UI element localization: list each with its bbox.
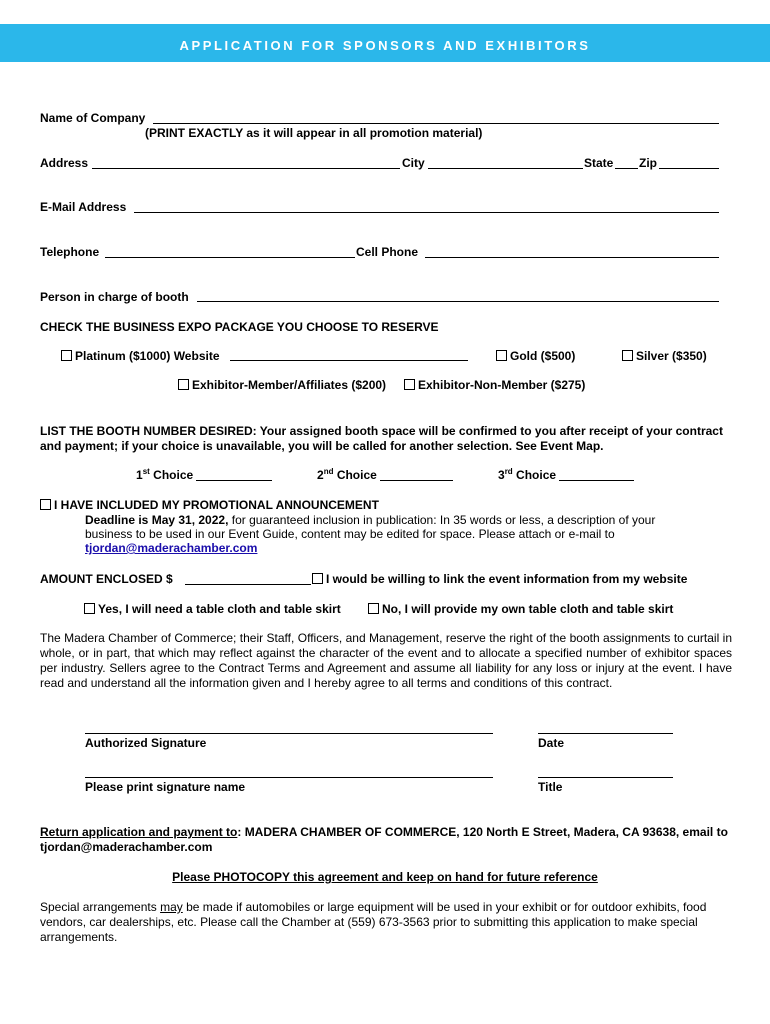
email-field[interactable]: [134, 212, 719, 213]
choice-1-suffix: st: [142, 467, 150, 476]
promo-option[interactable]: [40, 498, 379, 512]
choice-3-label: [498, 468, 556, 482]
zip-field[interactable]: [659, 168, 719, 169]
link-website-checkbox[interactable]: [312, 573, 323, 584]
choice-3-text: Choice: [516, 468, 557, 482]
choice-3-suffix: rd: [504, 467, 513, 476]
gold-option[interactable]: [496, 349, 575, 363]
special-post: be made if automobiles or large equipment will be used in your exhibit or for outdoor exhibits, food vendors, car dealerships, etc. Please call the Chamber at (559) 673-3563 prior to submitting this application to make special arrangements.: [40, 900, 707, 944]
authorized-signature-field[interactable]: [85, 733, 493, 734]
special-may: may: [160, 900, 183, 914]
tablecloth-no-checkbox[interactable]: [368, 603, 379, 614]
cell-phone-field[interactable]: [425, 257, 719, 258]
gold-checkbox[interactable]: [496, 350, 507, 361]
link-website-option[interactable]: [312, 572, 687, 586]
print-name-label: Please print signature name: [85, 780, 246, 794]
return-lead: Return application and payment to: [40, 825, 238, 839]
packages-heading: CHECK THE BUSINESS EXPO PACKAGE YOU CHOOSE TO RESERVE: [40, 320, 439, 334]
address-field[interactable]: [92, 168, 400, 169]
promo-description: for guaranteed inclusion in publication: In 35 words or less, a description of your business to be used in our Event Guide, content may be edited for space. Please attach or e-mail to: [85, 513, 656, 541]
choice-2-text: Choice: [336, 468, 377, 482]
page-title: APPLICATION FOR SPONSORS AND EXHIBITORS: [179, 38, 591, 53]
city-field[interactable]: [428, 168, 583, 169]
page-title-banner: [0, 24, 770, 62]
promo-deadline: Deadline is May 31, 2022,: [85, 513, 229, 527]
telephone-field[interactable]: [105, 257, 355, 258]
link-website-label: I would be willing to link the event information from my website: [326, 572, 688, 586]
address-label: Address: [40, 156, 89, 170]
choice-3-number: 3: [498, 468, 505, 482]
silver-checkbox[interactable]: [622, 350, 633, 361]
return-instructions: [40, 825, 730, 855]
silver-label: Silver ($350): [636, 349, 707, 363]
promo-details: [85, 513, 700, 555]
cell-phone-label: Cell Phone: [356, 245, 419, 259]
platinum-label: Platinum ($1000) Website: [75, 349, 220, 363]
tablecloth-yes-option[interactable]: [84, 602, 341, 616]
exhibitor-non-member-label: Exhibitor-Non-Member ($275): [418, 378, 586, 392]
choice-2-label: [317, 468, 377, 482]
company-field[interactable]: [153, 123, 719, 124]
exhibitor-member-label: Exhibitor-Member/Affiliates ($200): [192, 378, 387, 392]
exhibitor-member-option[interactable]: [178, 378, 386, 392]
choice-1-field[interactable]: [196, 480, 272, 481]
title-field[interactable]: [538, 777, 673, 778]
tablecloth-no-option[interactable]: [368, 602, 673, 616]
tablecloth-yes-label: Yes, I will need a table cloth and table skirt: [98, 602, 341, 616]
date-label: Date: [538, 736, 565, 750]
terms-paragraph: The Madera Chamber of Commerce; their Staff, Officers, and Management, reserve the right of the booth assignments to curtail in whole, or in part, that which may reflect against the character of the event and to allocate a specified number of exhibitor spaces per industry. Sellers agree to the Contract Terms and Agreement and assume all liability for any loss or injury at the event. I have read and understand all the information given and I hereby agree to all terms and conditions of this contract.: [40, 631, 732, 690]
choice-2-number: 2: [317, 468, 324, 482]
promo-checkbox[interactable]: [40, 499, 51, 510]
date-field[interactable]: [538, 733, 673, 734]
promo-email-link[interactable]: tjordan@maderachamber.com: [85, 541, 258, 555]
booth-person-field[interactable]: [197, 301, 719, 302]
title-label: Title: [538, 780, 563, 794]
photocopy-note: Please PHOTOCOPY this agreement and keep on hand for future reference: [172, 870, 598, 884]
authorized-signature-label: Authorized Signature: [85, 736, 207, 750]
silver-option[interactable]: [622, 349, 707, 363]
return-address: : MADERA CHAMBER OF COMMERCE, 120 North E Street, Madera, CA 93638, email to tjordan@maderachamber.com: [40, 825, 728, 854]
tablecloth-no-label: No, I will provide my own table cloth and table skirt: [382, 602, 674, 616]
amount-field[interactable]: [185, 584, 311, 585]
gold-label: Gold ($500): [510, 349, 576, 363]
platinum-option[interactable]: [61, 349, 220, 363]
choice-1-text: Choice: [153, 468, 194, 482]
zip-label: Zip: [639, 156, 657, 170]
booth-instructions: LIST THE BOOTH NUMBER DESIRED: Your assigned booth space will be confirmed to you after receipt of your contract and payment; if your choice is unavailable, you will be called for another selection. See Event Map.: [40, 424, 723, 453]
city-label: City: [402, 156, 425, 170]
platinum-checkbox[interactable]: [61, 350, 72, 361]
tablecloth-yes-checkbox[interactable]: [84, 603, 95, 614]
choice-1-number: 1: [136, 468, 143, 482]
state-label: State: [584, 156, 614, 170]
platinum-website-field[interactable]: [230, 360, 468, 361]
amount-label: AMOUNT ENCLOSED $: [40, 572, 173, 586]
print-name-field[interactable]: [85, 777, 493, 778]
choice-2-suffix: nd: [323, 467, 334, 476]
exhibitor-non-member-option[interactable]: [404, 378, 585, 392]
special-arrangements: [40, 900, 730, 945]
telephone-label: Telephone: [40, 245, 100, 259]
choice-2-field[interactable]: [380, 480, 453, 481]
email-label: E-Mail Address: [40, 200, 127, 214]
state-field[interactable]: [615, 168, 638, 169]
choice-1-label: [136, 468, 193, 482]
booth-person-label: Person in charge of booth: [40, 290, 189, 304]
special-pre: Special arrangements: [40, 900, 161, 914]
promo-label: I HAVE INCLUDED MY PROMOTIONAL ANNOUNCEMENT: [54, 498, 379, 512]
exhibitor-member-checkbox[interactable]: [178, 379, 189, 390]
company-label: Name of Company: [40, 111, 146, 125]
choice-3-field[interactable]: [559, 480, 634, 481]
company-note: (PRINT EXACTLY as it will appear in all promotion material): [145, 126, 483, 140]
exhibitor-non-member-checkbox[interactable]: [404, 379, 415, 390]
